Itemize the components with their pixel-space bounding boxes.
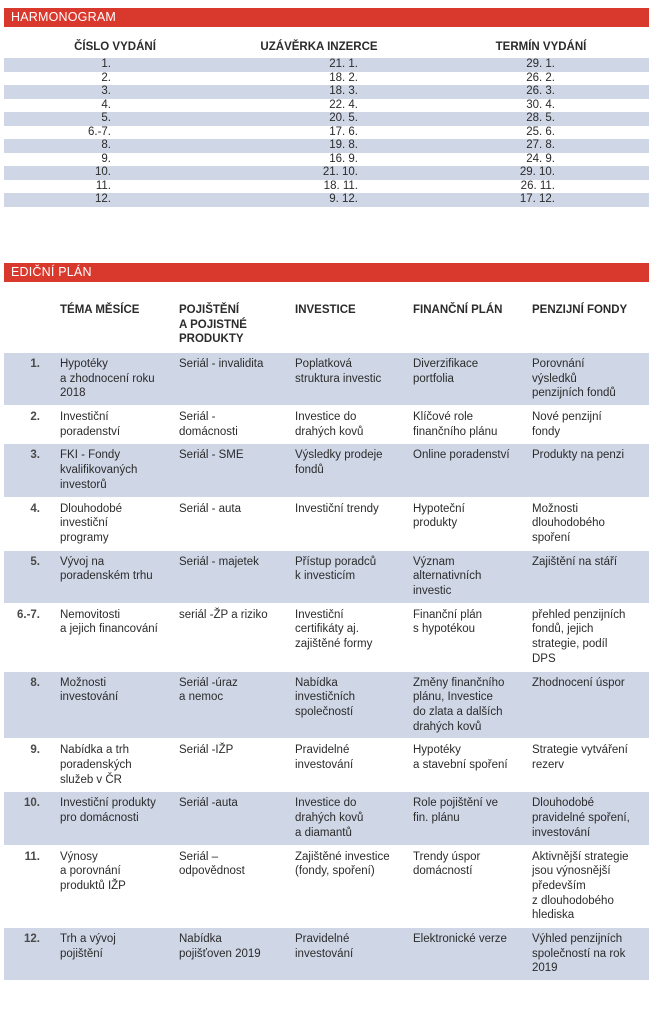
- table-row: [4, 112, 649, 126]
- table-row: [4, 604, 649, 672]
- penzijni-fondy-cell: Aktivnější strategie jsou výnosnější především z dlouhodobého hlediska: [532, 850, 629, 922]
- pojisteni-cell: Seriál - invalidita: [179, 358, 264, 370]
- tema-mesice-cell: Hypotéky a zhodnocení roku 2018: [60, 358, 155, 400]
- table-row: [4, 792, 649, 845]
- tema-mesice-cell: Možnosti investování: [60, 676, 119, 704]
- issue-number: 3.: [30, 449, 40, 462]
- table-row: [4, 126, 649, 140]
- investice-cell: Výsledky prodeje fondů: [295, 449, 383, 477]
- table-row: [4, 58, 649, 72]
- header-investice: INVESTICE: [295, 304, 356, 316]
- pojisteni-cell: Seriál - majetek: [179, 555, 259, 568]
- table-row: [4, 739, 649, 792]
- table-row: [4, 85, 649, 99]
- pojisteni-cell: Seriál -auta: [179, 797, 238, 810]
- investice-cell: Zajištěné investice (fondy, spoření): [295, 850, 390, 878]
- plan-rows: [4, 353, 649, 981]
- cislo-vydani-cell: 3.: [101, 85, 111, 97]
- cislo-vydani-cell: 10.: [95, 166, 111, 178]
- tema-mesice-cell: Výnosy a porovnání produktů IŽP: [60, 850, 126, 892]
- pojisteni-cell: Seriál – odpovědnost: [179, 850, 245, 878]
- tema-mesice-cell: Nabídka a trh poradenských služeb v ČR: [60, 744, 132, 786]
- termin-cell: 26. 3.: [526, 85, 555, 97]
- header-penzijni-fondy: PENZIJNÍ FONDY: [532, 304, 628, 316]
- issue-number: 2.: [30, 411, 40, 424]
- investice-cell: Pravidelné investování: [295, 744, 354, 772]
- investice-cell: Pravidelné investování: [295, 933, 354, 960]
- pojisteni-cell: seriál -ŽP a riziko: [179, 608, 268, 621]
- issue-number: 11.: [24, 850, 40, 863]
- uzaverka-cell: 17. 6.: [329, 125, 358, 138]
- termin-cell: 27. 8.: [526, 139, 555, 151]
- edicni-plan-banner: EDIČNÍ PLÁN: [4, 263, 649, 282]
- uzaverka-cell: 21. 10.: [322, 166, 358, 178]
- pojisteni-cell: Seriál - SME: [179, 449, 244, 462]
- header-uzaverka-inzerce: UZÁVĚRKA INZERCE: [260, 41, 378, 53]
- financni-plan-cell: Role pojištění ve fin. plánu: [413, 797, 499, 825]
- uzaverka-cell: 21. 1.: [329, 58, 358, 70]
- cislo-vydani-cell: 4.: [101, 98, 111, 111]
- financni-plan-cell: Finanční plán s hypotékou: [413, 608, 483, 636]
- termin-cell: 24. 9.: [526, 152, 555, 165]
- financni-plan-cell: Trendy úspor domácností: [413, 850, 481, 878]
- uzaverka-cell: 18. 3.: [329, 85, 358, 97]
- issue-number: 4.: [30, 502, 40, 515]
- edicni-plan-table: [4, 300, 649, 981]
- harmonogram-banner: HARMONOGRAM: [4, 8, 649, 27]
- harmonogram-rows: [4, 58, 649, 207]
- termin-cell: 28. 5.: [526, 112, 555, 124]
- table-row: [4, 406, 649, 444]
- table-row: [4, 166, 649, 180]
- issue-number: 9.: [30, 744, 40, 757]
- penzijni-fondy-cell: Možnosti dlouhodobého spoření: [532, 502, 605, 544]
- penzijni-fondy-cell: Produkty na penzi: [532, 449, 625, 462]
- penzijni-fondy-cell: Výhled penzijních společností na rok 2019: [532, 933, 626, 975]
- table-row: [4, 846, 649, 929]
- investice-cell: Investice do drahých kovů: [295, 411, 364, 438]
- issue-number: 10.: [24, 797, 40, 810]
- table-row: [4, 498, 649, 551]
- penzijni-fondy-cell: Zajištění na stáří: [532, 555, 618, 568]
- cislo-vydani-cell: 12.: [95, 193, 111, 205]
- table-row: [4, 353, 649, 406]
- financni-plan-cell: Hypotéky a stavební spoření: [413, 744, 508, 772]
- penzijni-fondy-cell: Porovnání výsledků penzijních fondů: [532, 358, 616, 400]
- cislo-vydani-cell: 9.: [101, 152, 111, 165]
- investice-cell: Přístup poradců k investicím: [295, 555, 377, 583]
- penzijni-fondy-cell: přehled penzijních fondů, jejich strategie, podíl DPS: [532, 608, 626, 665]
- issue-number: 12.: [24, 933, 40, 946]
- tema-mesice-cell: Investiční poradenství: [60, 411, 121, 438]
- table-row: [4, 72, 649, 86]
- uzaverka-cell: 18. 2.: [329, 71, 358, 84]
- table-row: [4, 551, 649, 604]
- uzaverka-cell: 19. 8.: [329, 139, 358, 151]
- header-pojisteni: POJIŠTĚNÍ A POJISTNÉ PRODUKTY: [179, 304, 247, 345]
- harmonogram-header-row: [4, 38, 649, 58]
- uzaverka-cell: 9. 12.: [329, 193, 358, 205]
- financni-plan-cell: Klíčové role finančního plánu: [413, 411, 498, 438]
- header-termin-vydani: TERMÍN VYDÁNÍ: [495, 41, 587, 53]
- tema-mesice-cell: FKI - Fondy kvalifikovaných investorů: [60, 449, 138, 491]
- table-row: [4, 928, 649, 981]
- issue-number: 1.: [30, 358, 40, 370]
- termin-cell: 29. 10.: [519, 166, 555, 178]
- cislo-vydani-cell: 6.-7.: [87, 125, 111, 138]
- table-row: [4, 153, 649, 167]
- uzaverka-cell: 20. 5.: [329, 112, 358, 124]
- harmonogram-table: [4, 38, 649, 207]
- plan-header-row: [4, 300, 649, 353]
- cislo-vydani-cell: 1.: [101, 58, 111, 70]
- pojisteni-cell: Seriál -IŽP: [179, 744, 234, 757]
- financni-plan-cell: Změny finančního plánu, Investice do zlata a dalších drahých kovů: [413, 676, 505, 733]
- termin-cell: 26. 11.: [520, 179, 555, 192]
- financni-plan-cell: Elektronické verze: [413, 933, 507, 946]
- table-row: [4, 139, 649, 153]
- investice-cell: Investiční certifikáty aj. zajištěné formy: [295, 608, 373, 651]
- financni-plan-cell: Online poradenství: [413, 449, 510, 462]
- issue-number: 5.: [30, 555, 40, 568]
- cislo-vydani-cell: 8.: [101, 139, 111, 151]
- issue-number: 8.: [30, 676, 40, 689]
- table-row: [4, 672, 649, 740]
- penzijni-fondy-cell: Zhodnocení úspor: [532, 676, 625, 689]
- issue-number: 6.-7.: [16, 608, 40, 621]
- header-cislo-vydani: ČÍSLO VYDÁNÍ: [74, 41, 156, 53]
- financni-plan-cell: Diverzifikace portfolia: [413, 358, 479, 385]
- uzaverka-cell: 16. 9.: [329, 152, 358, 165]
- header-tema-mesice: TÉMA MĚSÍCE: [60, 304, 140, 316]
- pojisteni-cell: Seriál -úraz a nemoc: [179, 676, 238, 704]
- cislo-vydani-cell: 11.: [95, 179, 111, 192]
- tema-mesice-cell: Dlouhodobé investiční programy: [60, 502, 123, 544]
- pojisteni-cell: Seriál - auta: [179, 502, 242, 515]
- termin-cell: 25. 6.: [526, 125, 555, 138]
- table-row: [4, 99, 649, 113]
- tema-mesice-cell: Trh a vývoj pojištění: [60, 933, 116, 960]
- tema-mesice-cell: Investiční produkty pro domácnosti: [60, 797, 156, 825]
- table-row: [4, 193, 649, 207]
- tema-mesice-cell: Vývoj na poradenském trhu: [60, 555, 153, 583]
- penzijni-fondy-cell: Dlouhodobé pravidelné spoření, investování: [532, 797, 630, 839]
- header-financni-plan: FINANČNÍ PLÁN: [413, 304, 503, 316]
- investice-cell: Poplatková struktura investic: [295, 358, 382, 385]
- investice-cell: Investiční trendy: [295, 502, 379, 515]
- termin-cell: 29. 1.: [526, 58, 555, 70]
- uzaverka-cell: 22. 4.: [329, 98, 358, 111]
- table-row: [4, 180, 649, 194]
- financni-plan-cell: Význam alternativních investic: [413, 555, 482, 598]
- cislo-vydani-cell: 5.: [101, 112, 111, 124]
- penzijni-fondy-cell: Strategie vytváření rezerv: [532, 744, 628, 772]
- termin-cell: 30. 4.: [526, 98, 555, 111]
- investice-cell: Investice do drahých kovů a diamantů: [295, 797, 364, 839]
- cislo-vydani-cell: 2.: [101, 71, 111, 84]
- tema-mesice-cell: Nemovitosti a jejich financování: [60, 608, 158, 636]
- pojisteni-cell: Seriál - domácnosti: [179, 411, 238, 438]
- uzaverka-cell: 18. 11.: [323, 179, 358, 192]
- investice-cell: Nabídka investičních společností: [295, 676, 356, 718]
- termin-cell: 26. 2.: [526, 71, 555, 84]
- termin-cell: 17. 12.: [519, 193, 555, 205]
- financni-plan-cell: Hypoteční produkty: [413, 502, 465, 530]
- table-row: [4, 444, 649, 497]
- penzijni-fondy-cell: Nové penzijní fondy: [532, 411, 602, 438]
- pojisteni-cell: Nabídka pojišťoven 2019: [179, 933, 261, 960]
